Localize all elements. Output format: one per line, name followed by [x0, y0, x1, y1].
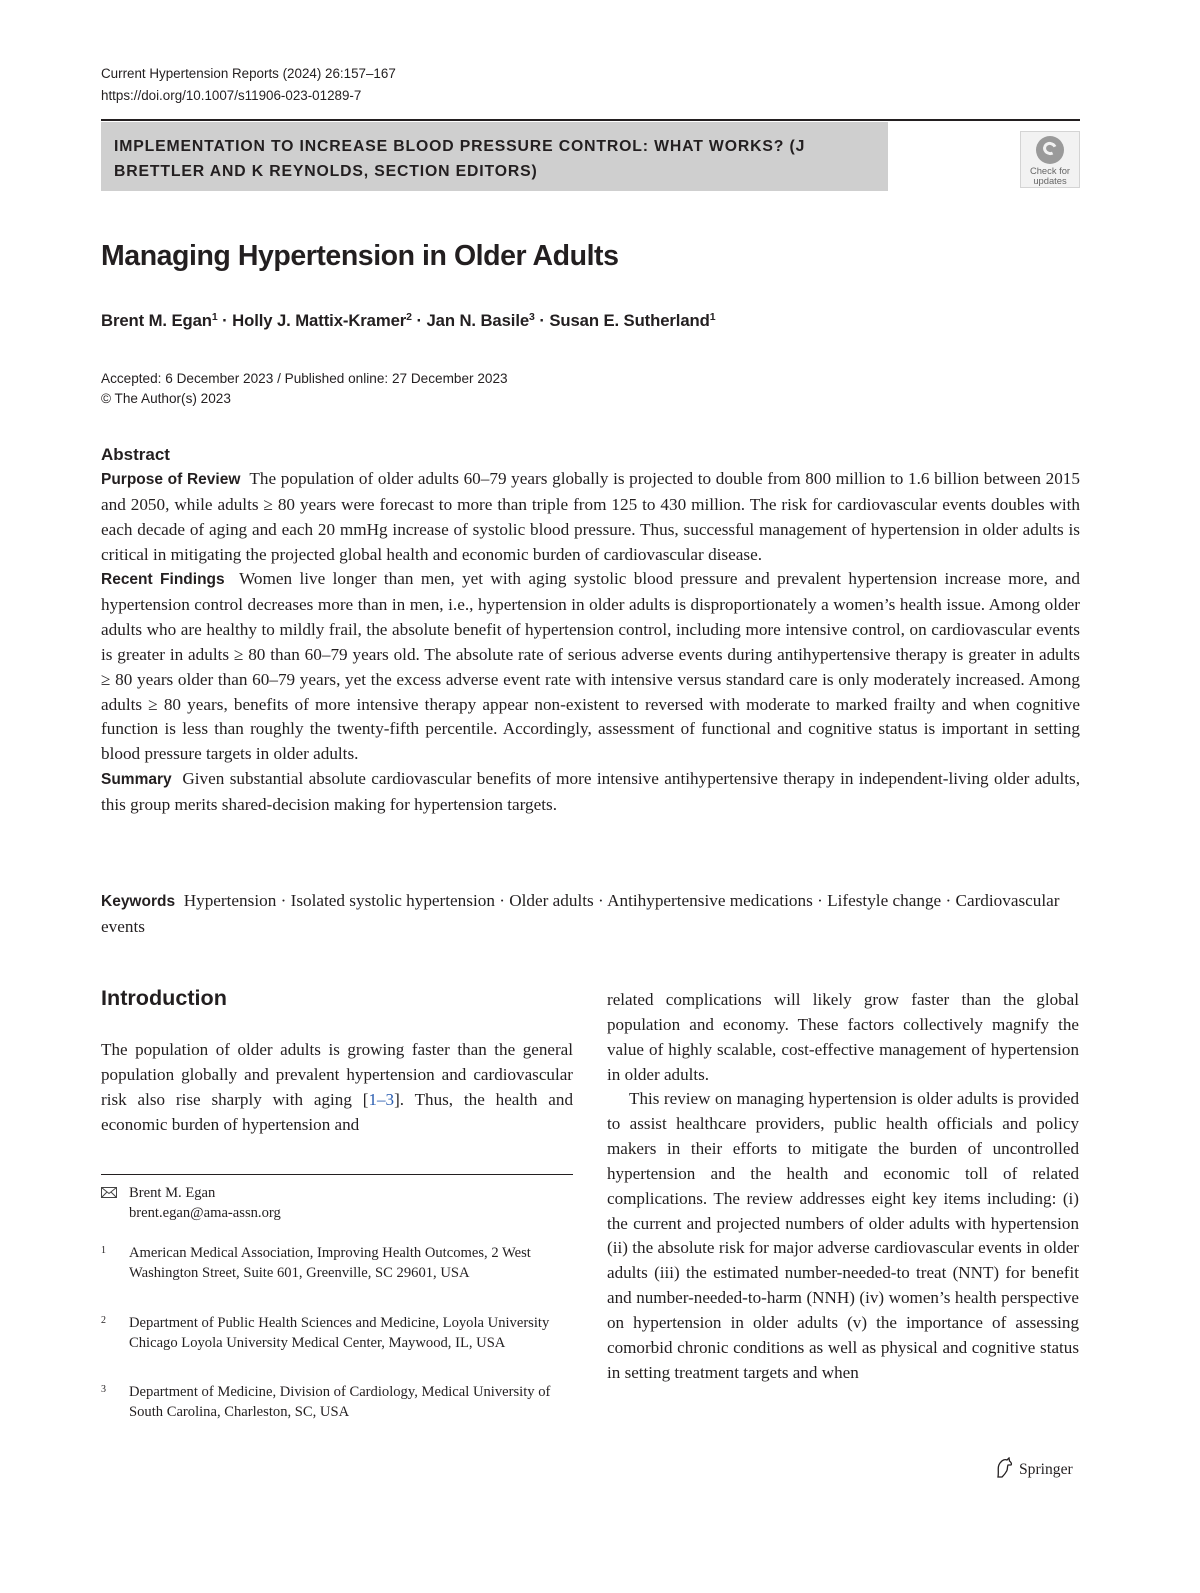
introduction-paragraph: related complications will likely grow faster than the global population and economy. These factors collectively magnify the value of highly scalable, cost-effective management of hypertension in older adults.: [607, 990, 1079, 1084]
author-separator: ·: [411, 311, 427, 330]
affiliation-3: [101, 1382, 573, 1422]
check-for-updates-label: Check for updates: [1029, 165, 1071, 186]
citation-link[interactable]: 1–3: [368, 1089, 395, 1109]
author-name[interactable]: Brent M. Egan: [101, 311, 212, 330]
springer-horse-icon: [994, 1457, 1014, 1479]
accepted-published-dates: Accepted: 6 December 2023 / Published online: 27 December 2023: [101, 371, 508, 386]
keywords-section: [101, 889, 1080, 940]
article-doi[interactable]: https://doi.org/10.1007/s11906-023-01289-7: [101, 88, 362, 103]
author-name[interactable]: Jan N. Basile: [426, 311, 530, 330]
author-separator: ·: [534, 311, 550, 330]
journal-citation: Current Hypertension Reports (2024) 26:157–167: [101, 66, 396, 81]
introduction-right-column: [607, 988, 1079, 1386]
envelope-icon: [101, 1187, 117, 1198]
introduction-heading: Introduction: [101, 985, 227, 1010]
author-affiliation-mark: 2: [406, 311, 412, 323]
section-banner: IMPLEMENTATION TO INCREASE BLOOD PRESSURE CONTROL: WHAT WORKS? (J BRETTLER AND K REYNOLDS, SECTION EDITORS): [101, 122, 888, 191]
abstract-findings: [101, 567, 1080, 767]
abstract-heading: Abstract: [101, 445, 170, 464]
abstract-section: [101, 443, 1080, 818]
affiliation-1: [101, 1243, 573, 1283]
introduction-left-column: [101, 1038, 573, 1137]
publisher-logo: [994, 1457, 1073, 1479]
affiliation-2: [101, 1313, 573, 1353]
check-for-updates-badge[interactable]: [1020, 131, 1080, 188]
author-list: [101, 311, 715, 331]
journal-info: [101, 63, 396, 107]
author-affiliation-mark: 1: [211, 311, 218, 323]
abstract-purpose-label: Purpose of Review: [101, 471, 241, 488]
correspondence-name: Brent M. Egan: [129, 1185, 216, 1201]
article-title: Managing Hypertension in Older Adults: [101, 240, 619, 272]
abstract-summary-label: Summary: [101, 771, 172, 789]
header-rule: [101, 119, 1080, 121]
check-for-updates-icon: [1036, 136, 1064, 164]
affiliation-text: Department of Public Health Sciences and Medicine, Loyola University Chicago Loyola University Medical Center, Maywood, IL, USA: [129, 1315, 550, 1351]
abstract-findings-text: Women live longer than men, yet with aging systolic blood pressure and prevalent hypertension increase more, and hypertension control decreases more than in men, i.e., hypertension in older adults is disproportionately a women’s health issue. Among older adults who are healthy to mildly frail, the absolute benefit of hypertension control, including more intensive control, on cardiovascular events is greater in adults ≥ 80 than 60–79 years old. The absolute rate of serious adverse events during antihypertensive therapy is greater in adults ≥ 80 years older than 60–79 years, yet the excess adverse event rate with intensive versus standard care is only moderately increased. Among adults ≥ 80 years, benefits of more intensive therapy appear non-existent to reversed with moderate to marked frailty and when cognitive function is less than roughly the twenty-fifth percentile. Accordingly, assessment of functional and cognitive status is important in setting blood pressure targets in older adults.: [101, 569, 1080, 764]
affiliation-text: American Medical Association, Improving Health Outcomes, 2 West Washington Street, Suite 601, Greenville, SC 29601, USA: [129, 1245, 531, 1281]
affiliation-text: Department of Medicine, Division of Cardiology, Medical University of South Carolina, Charleston, SC, USA: [129, 1384, 551, 1420]
publisher-name: Springer: [1019, 1461, 1073, 1478]
abstract-summary: [101, 767, 1080, 818]
correspondence-footnote: [101, 1183, 281, 1223]
author-separator: ·: [217, 311, 233, 330]
footnote-rule: [101, 1174, 573, 1175]
author-name[interactable]: Holly J. Mattix-Kramer: [232, 311, 407, 330]
abstract-purpose: [101, 467, 1080, 567]
introduction-paragraph: This review on managing hypertension is older adults is provided to assist healthcare providers, public health officials and policy makers in their efforts to mitigate the burden of uncontrolled hypertension and the health and economic toll of related complications. The review addresses eight key items including: (i) the current and projected numbers of older adults with hypertension (ii) the absolute risk for major adverse cardiovascular events in older adults (iii) the estimated number-needed-to treat (NNT) for benefit and number-needed-to-harm (NNH) (iv) women’s health perspective on hypertension in older adults (v) the importance of assessing comorbid chronic conditions as well as physical and cognitive status in setting treatment targets and when: [607, 1089, 1079, 1382]
affiliation-number: 1: [101, 1245, 106, 1256]
author-affiliation-mark: 1: [709, 311, 716, 323]
article-dates: [101, 369, 508, 409]
author-affiliation-mark: 3: [529, 311, 535, 323]
abstract-findings-label: Recent Findings: [101, 571, 225, 589]
keywords-label: Keywords: [101, 893, 176, 910]
author-name[interactable]: Susan E. Sutherland: [549, 311, 710, 330]
keywords-text: Hypertension · Isolated systolic hypertension · Older adults · Antihypertensive medications · Lifestyle change · Cardiovascular events: [101, 891, 1060, 936]
abstract-purpose-text: The population of older adults 60–79 years globally is projected to double from 800 million to 1.6 billion between 2015 and 2050, while adults ≥ 80 years were forecast to more than triple from 125 to 430 million. The risk for cardiovascular events doubles with each decade of aging and each 20 mmHg increase of systolic blood pressure. Thus, successful management of hypertension in older adults is critical in mitigating the projected global health and economic burden of cardiovascular disease.: [101, 469, 1080, 564]
affiliation-number: 2: [101, 1315, 106, 1326]
abstract-summary-text: Given substantial absolute cardiovascular benefits of more intensive antihypertensive therapy in independent-living older adults, this group merits shared-decision making for hypertension targets.: [101, 769, 1080, 814]
correspondence-email[interactable]: brent.egan@ama-assn.org: [129, 1205, 281, 1221]
copyright-line: © The Author(s) 2023: [101, 391, 231, 406]
affiliation-number: 3: [101, 1384, 106, 1395]
introduction-paragraph: The population of older adults is growing faster than the general population globally and prevalent hypertension and cardiovascular risk also rise sharply with aging [1–3]. Thus, the health and economic burden of hypertension and: [101, 1040, 573, 1134]
